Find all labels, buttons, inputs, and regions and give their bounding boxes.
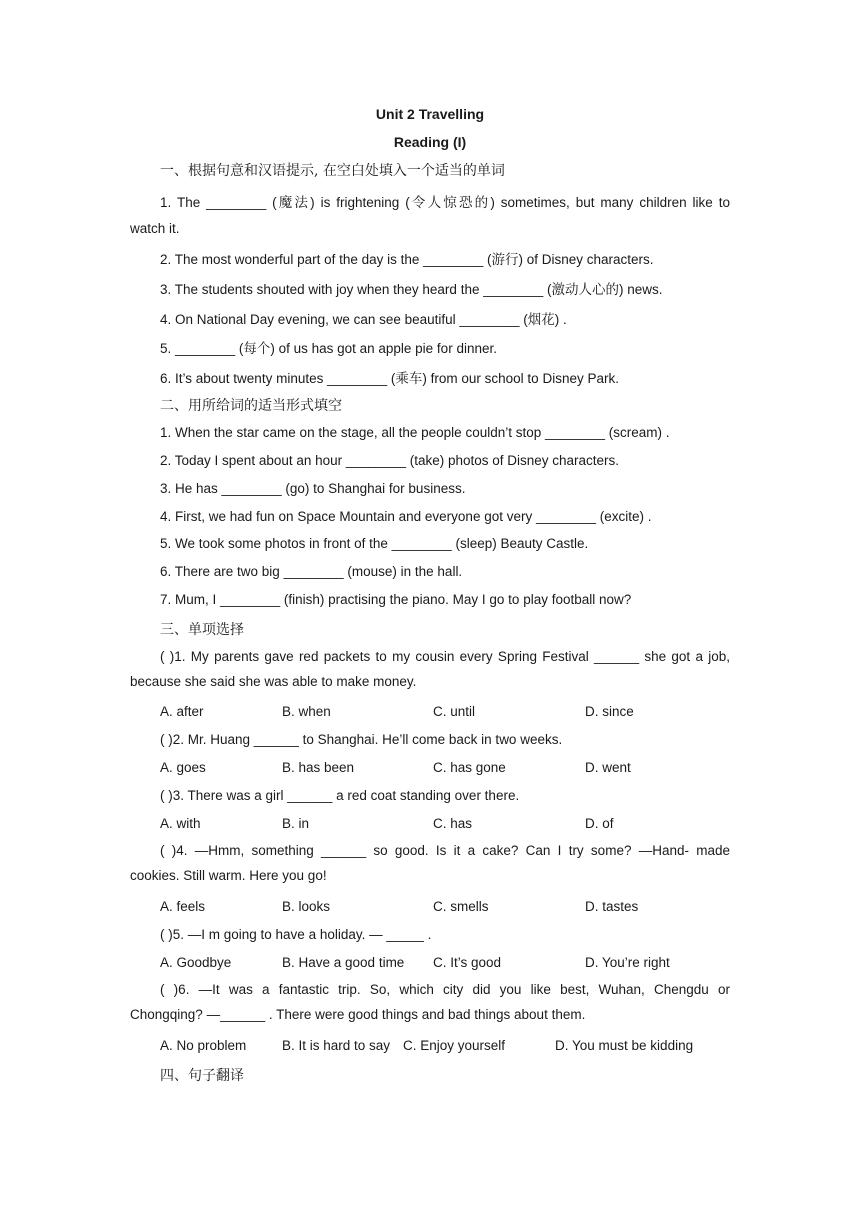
section-2-heading: 二、用所给词的适当形式填空 [160, 398, 342, 414]
section-2-question-6: 6. There are two big ________ (mouse) in the hall. [160, 564, 463, 579]
question-line: cookies. Still warm. Here you go! [130, 868, 327, 883]
section-1-question-2: 2. The most wonderful part of the day is the ________ (游行) of Disney characters. [160, 252, 654, 267]
section-3-question-6 [130, 982, 730, 1022]
section-2-question-7: 7. Mum, I ________ (finish) practising the piano. May I go to play football now? [160, 592, 632, 607]
section-2-question-4: 4. First, we had fun on Space Mountain and everyone got very ________ (excite) . [160, 509, 652, 524]
question-line: 1. The ________ (魔法) is frightening (令人惊恐的) sometimes, but many children like to [160, 195, 730, 210]
section-1-question-6: 6. It’s about twenty minutes ________ (乘车) from our school to Disney Park. [160, 371, 619, 386]
option-d: D. You’re right [585, 955, 670, 970]
section-4-heading: 四、句子翻译 [160, 1068, 244, 1084]
question-line: watch it. [130, 221, 180, 236]
question-line: Chongqing? —______ . There were good things and bad things about them. [130, 1007, 586, 1022]
option-d: D. since [585, 704, 634, 719]
option-c: C. until [433, 704, 476, 719]
section-1-question-1 [130, 191, 730, 236]
section-1-question-3: 3. The students shouted with joy when they heard the ________ (激动人心的) news. [160, 282, 663, 297]
option-b: B. has been [282, 760, 355, 775]
option-b: B. when [282, 704, 331, 719]
question-line: ( )4. —Hmm, something ______ so good. Is it a cake? Can I try some? —Hand- made [160, 843, 730, 858]
options-row [160, 816, 760, 834]
section-2-question-2: 2. Today I spent about an hour ________ (take) photos of Disney characters. [160, 453, 620, 468]
section-2-question-1: 1. When the star came on the stage, all the people couldn’t stop ________ (scream) . [160, 425, 670, 440]
option-a: A. No problem [160, 1038, 247, 1053]
option-a: A. Goodbye [160, 955, 232, 970]
section-1-question-5: 5. ________ (每个) of us has got an apple pie for dinner. [160, 341, 497, 356]
option-b: B. looks [282, 899, 331, 914]
option-a: A. feels [160, 899, 206, 914]
option-b: B. Have a good time [282, 955, 405, 970]
option-a: A. after [160, 704, 204, 719]
option-c: C. Enjoy yourself [403, 1038, 506, 1053]
option-c: C. has [433, 816, 473, 831]
option-d: D. of [585, 816, 614, 831]
section-3-question-3: ( )3. There was a girl ______ a red coat standing over there. [160, 788, 520, 803]
question-line: ( )1. My parents gave red packets to my cousin every Spring Festival ______ she got a job, [160, 649, 730, 664]
section-3-heading: 三、单项选择 [160, 622, 244, 638]
section-3-question-5: ( )5. —I m going to have a holiday. — _____ . [160, 927, 432, 942]
section-1-heading: 一、根据句意和汉语提示, 在空白处填入一个适当的单词 [160, 163, 505, 179]
section-3-question-4 [130, 843, 730, 883]
option-c: C. has gone [433, 760, 506, 775]
lesson-subtitle: Reading (I) [393, 134, 467, 150]
section-2-question-5: 5. We took some photos in front of the ________ (sleep) Beauty Castle. [160, 536, 589, 551]
option-d: D. went [585, 760, 631, 775]
options-row [160, 955, 760, 973]
option-b: B. in [282, 816, 310, 831]
option-a: A. goes [160, 760, 206, 775]
options-row [160, 1038, 760, 1056]
options-row [160, 899, 760, 917]
section-3-question-2: ( )2. Mr. Huang ______ to Shanghai. He’ll come back in two weeks. [160, 732, 563, 747]
options-row [160, 704, 760, 722]
option-d: D. You must be kidding [555, 1038, 694, 1053]
section-3-question-1 [130, 649, 730, 689]
question-line: ( )6. —It was a fantastic trip. So, which city did you like best, Wuhan, Chengdu or [160, 982, 730, 997]
question-line: because she said she was able to make money. [130, 674, 417, 689]
section-1-question-4: 4. On National Day evening, we can see beautiful ________ (烟花) . [160, 312, 567, 327]
option-c: C. It’s good [433, 955, 502, 970]
unit-title: Unit 2 Travelling [375, 106, 485, 122]
option-b: B. It is hard to say [282, 1038, 391, 1053]
option-d: D. tastes [585, 899, 639, 914]
options-row [160, 760, 760, 778]
option-a: A. with [160, 816, 201, 831]
section-2-question-3: 3. He has ________ (go) to Shanghai for business. [160, 481, 466, 496]
option-c: C. smells [433, 899, 489, 914]
